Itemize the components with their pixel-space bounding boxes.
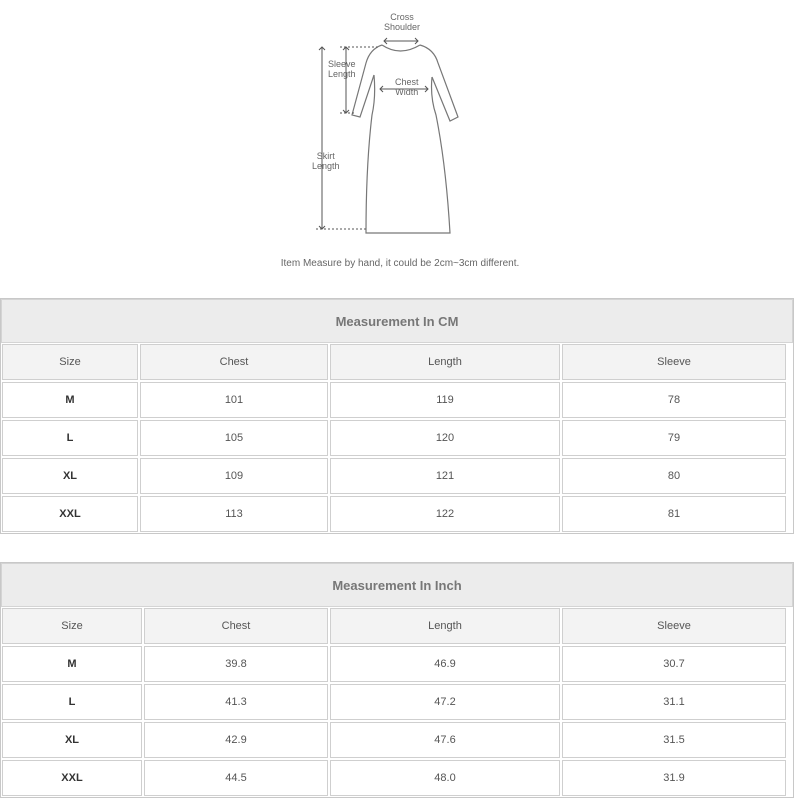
table-row <box>1 645 793 683</box>
sleeve-cell: 78 <box>562 382 786 418</box>
sleeve-cell: 31.1 <box>562 684 786 720</box>
chest-cell: 41.3 <box>144 684 328 720</box>
chest-cell: 42.9 <box>144 722 328 758</box>
table-title: Measurement In Inch <box>1 563 793 607</box>
skirt-length-label: Skirt Length <box>312 151 340 171</box>
length-cell: 47.6 <box>330 722 560 758</box>
size-cell: L <box>2 684 142 720</box>
table-row <box>1 495 793 533</box>
size-cell: M <box>2 382 138 418</box>
measurement-note: Item Measure by hand, it could be 2cm~3cm different. <box>280 258 520 269</box>
sleeve-cell: 30.7 <box>562 646 786 682</box>
header-length: Length <box>330 608 560 644</box>
length-cell: 122 <box>330 496 560 532</box>
length-cell: 47.2 <box>330 684 560 720</box>
cm-size-table <box>0 298 794 534</box>
header-sleeve: Sleeve <box>562 344 786 380</box>
table-header-row <box>1 343 793 381</box>
table-row <box>1 683 793 721</box>
chest-width-label: Chest Width <box>395 77 419 97</box>
chest-cell: 39.8 <box>144 646 328 682</box>
cross-shoulder-label: Cross Shoulder <box>384 12 421 32</box>
header-size: Size <box>2 344 138 380</box>
size-cell: XL <box>2 722 142 758</box>
sleeve-cell: 80 <box>562 458 786 494</box>
header-size: Size <box>2 608 142 644</box>
table-header-row <box>1 607 793 645</box>
sleeve-cell: 31.5 <box>562 722 786 758</box>
header-length: Length <box>330 344 560 380</box>
table-row <box>1 457 793 495</box>
sleeve-length-label: Sleeve Length <box>328 59 356 79</box>
inch-size-table <box>0 562 794 798</box>
chest-cell: 113 <box>140 496 328 532</box>
sleeve-cell: 79 <box>562 420 786 456</box>
table-row <box>1 381 793 419</box>
sleeve-cell: 81 <box>562 496 786 532</box>
chest-cell: 101 <box>140 382 328 418</box>
table-row <box>1 721 793 759</box>
size-cell: XL <box>2 458 138 494</box>
size-cell: M <box>2 646 142 682</box>
sleeve-cell: 31.9 <box>562 760 786 796</box>
table-row <box>1 419 793 457</box>
length-cell: 121 <box>330 458 560 494</box>
size-cell: L <box>2 420 138 456</box>
size-cell: XXL <box>2 760 142 796</box>
header-sleeve: Sleeve <box>562 608 786 644</box>
chest-cell: 105 <box>140 420 328 456</box>
dress-outline-icon <box>300 5 500 245</box>
table-title: Measurement In CM <box>1 299 793 343</box>
length-cell: 48.0 <box>330 760 560 796</box>
header-chest: Chest <box>144 608 328 644</box>
chest-cell: 109 <box>140 458 328 494</box>
size-cell: XXL <box>2 496 138 532</box>
dress-measurement-diagram <box>300 5 500 245</box>
length-cell: 119 <box>330 382 560 418</box>
chest-cell: 44.5 <box>144 760 328 796</box>
table-row <box>1 759 793 797</box>
header-chest: Chest <box>140 344 328 380</box>
length-cell: 120 <box>330 420 560 456</box>
length-cell: 46.9 <box>330 646 560 682</box>
